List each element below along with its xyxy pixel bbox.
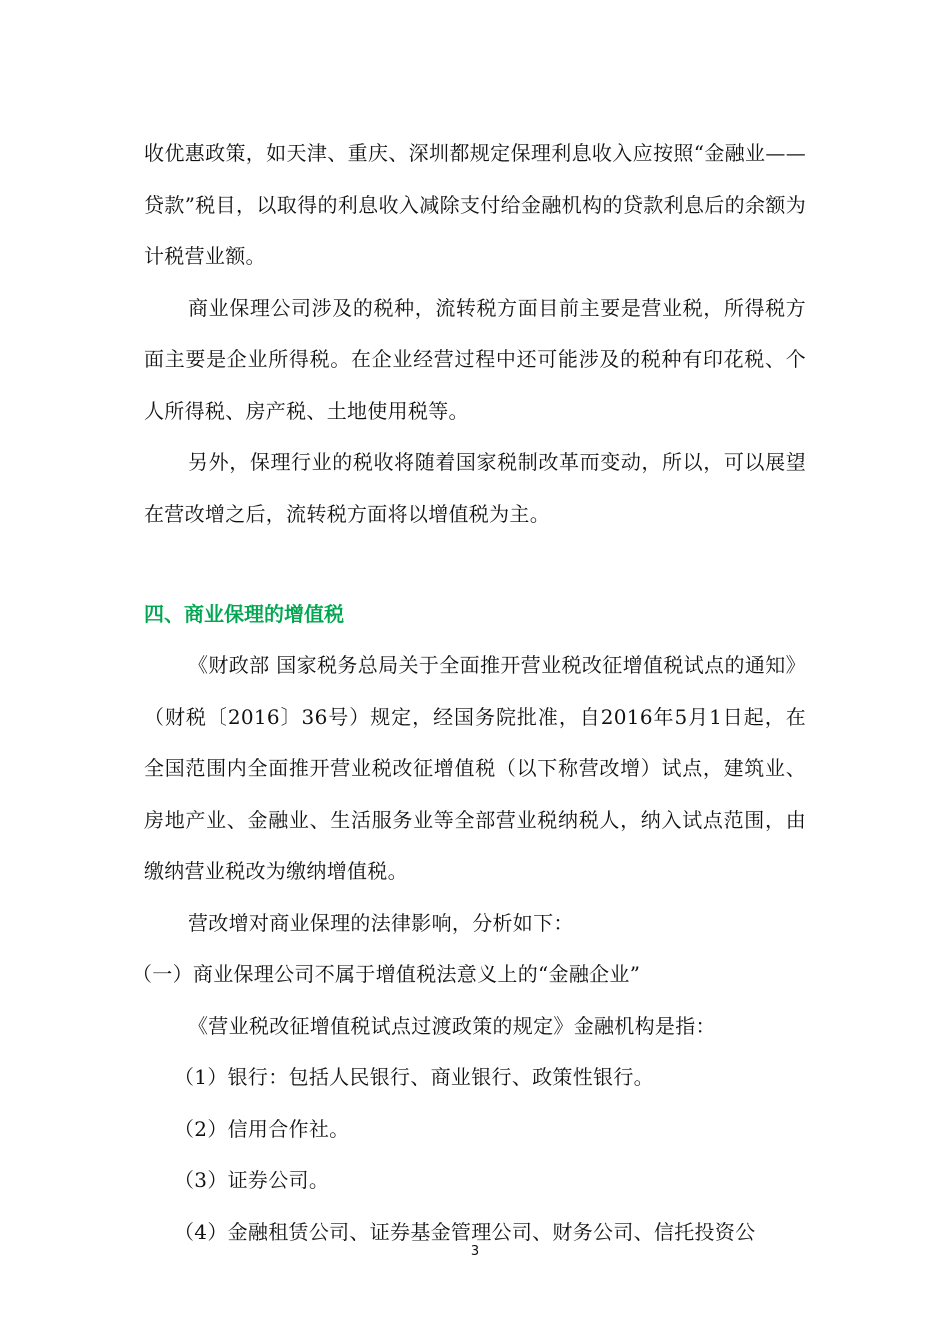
- paragraph-tax-types: 商业保理公司涉及的税种，流转税方面目前主要是营业税，所得税方面主要是企业所得税。在企业经营过程中还可能涉及的税种有印花税、个人所得税、房产税、土地使用税等。: [144, 295, 806, 423]
- section-heading: 四、商业保理的增值税: [144, 602, 344, 626]
- list-item: （3）证券公司。: [174, 1168, 330, 1192]
- paragraph-definition-intro: 《营业税改征增值税试点过渡政策的规定》金融机构是指：: [188, 1013, 716, 1038]
- list-item: （4）金融租赁公司、证券基金管理公司、财务公司、信托投资公: [174, 1219, 756, 1244]
- paragraph-analysis-intro: 营改增对商业保理的法律影响，分析如下：: [188, 910, 574, 935]
- paragraph-tax-preference: 收优惠政策，如天津、重庆、深圳都规定保理利息收入应按照“金融业——贷款”税目，以取得的利息收入减除支付给金融机构的贷款利息后的余额为计税营业额。: [144, 141, 806, 268]
- paragraph-tax-reform: 另外，保理行业的税收将随着国家税制改革而变动，所以，可以展望在营改增之后，流转税方面将以增值税为主。: [144, 450, 806, 526]
- subheading-not-financial-enterprise: （一）商业保理公司不属于增值税法意义上的“金融企业”: [132, 962, 641, 986]
- paragraph-vat-notice: 《财政部 国家税务总局关于全面推开营业税改征增值税试点的通知》（财税〔2016〕36号）规定，经国务院批准，自2016年5月1日起，在全国范围内全面推开营业税改征增值税（以下称营改增）试点，建筑业、房地产业、金融业、生活服务业等全部营业税纳税人，纳入试点范围，由缴纳营业税改为缴纳增值税。: [144, 653, 806, 883]
- page-content: [132, 128, 806, 1258]
- list-item: （2）信用合作社。: [174, 1116, 350, 1141]
- list-item: （1）银行：包括人民银行、商业银行、政策性银行。: [174, 1065, 654, 1089]
- page-number: 3: [470, 1244, 480, 1259]
